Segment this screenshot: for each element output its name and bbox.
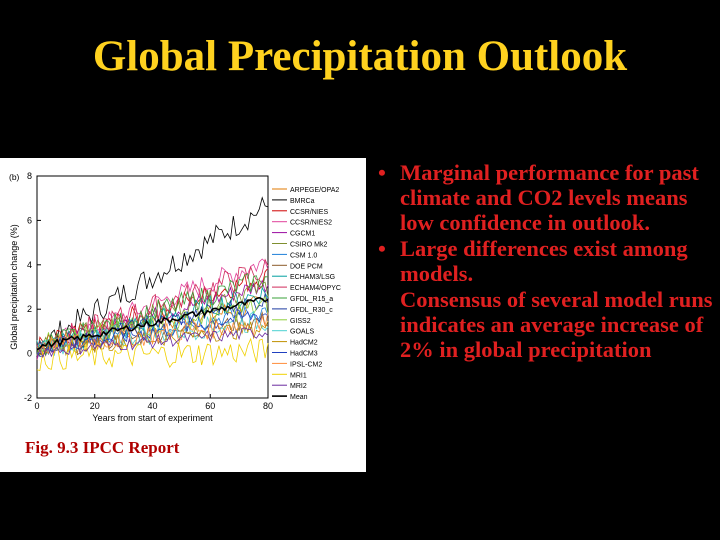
bullet-item (372, 236, 717, 286)
legend-label: MRI1 (290, 372, 307, 380)
legend-label: CSM 1.0 (290, 252, 318, 260)
x-tick-label: 60 (205, 401, 216, 411)
legend-label: GISS2 (290, 317, 311, 325)
y-tick-label: -2 (23, 393, 32, 403)
x-tick-label: 20 (89, 401, 100, 411)
y-tick-label: 8 (26, 171, 32, 181)
legend-label: CCSR/NIES (290, 208, 329, 216)
legend-label: BMRCa (290, 197, 315, 205)
legend-label: CSIRO Mk2 (290, 241, 328, 249)
precipitation-chart (0, 158, 366, 428)
panel-label: (b) (9, 172, 20, 182)
y-tick-label: 4 (26, 259, 32, 270)
bullet-dot: • (378, 236, 386, 261)
y-tick-label: 0 (26, 348, 32, 359)
bullet-list (372, 160, 717, 362)
bullet-text: Large differences exist among models. (400, 236, 688, 286)
legend-label: HadCM3 (290, 350, 318, 358)
legend-label: Mean (290, 394, 308, 402)
legend-label: GOALS (290, 328, 315, 336)
continuation-text: Consensus of several model runs indicates an average increase of 2% in global precipitation (400, 287, 713, 362)
legend-label: CCSR/NIES2 (290, 219, 333, 227)
legend-label: ECHAM4/OPYC (290, 285, 341, 293)
legend-label: MRI2 (290, 383, 307, 391)
figure-caption: Fig. 9.3 IPCC Report (25, 438, 180, 457)
x-axis-label: Years from start of experiment (92, 413, 213, 423)
legend-label: IPSL-CM2 (290, 361, 323, 369)
legend-label: GFDL_R15_a (290, 296, 334, 303)
legend-label: GFDL_R30_c (290, 306, 333, 314)
x-tick-label: 80 (262, 401, 274, 411)
y-tick-label: 6 (26, 215, 32, 226)
chart-svg (0, 158, 366, 428)
legend-label: DOE PCM (290, 263, 323, 271)
x-tick-label: 40 (147, 401, 158, 411)
y-axis-label: Global precipitation change (%) (9, 224, 19, 350)
bullet-item (372, 160, 717, 235)
legend-label: ARPEGE/OPA2 (290, 187, 340, 194)
slide-title: Global Precipitation Outlook (92, 33, 628, 80)
legend-label: HadCM2 (290, 339, 318, 347)
caption-box (0, 428, 366, 472)
bullet-text: Marginal performance for past climate and CO2 levels means low confidence in outlook. (400, 160, 699, 235)
x-tick-label: 0 (34, 401, 40, 411)
y-tick-label: 2 (26, 304, 32, 315)
legend-label: ECHAM3/LSG (290, 274, 336, 282)
legend-label: CGCM1 (290, 230, 316, 238)
bullet-dot: • (378, 160, 386, 185)
